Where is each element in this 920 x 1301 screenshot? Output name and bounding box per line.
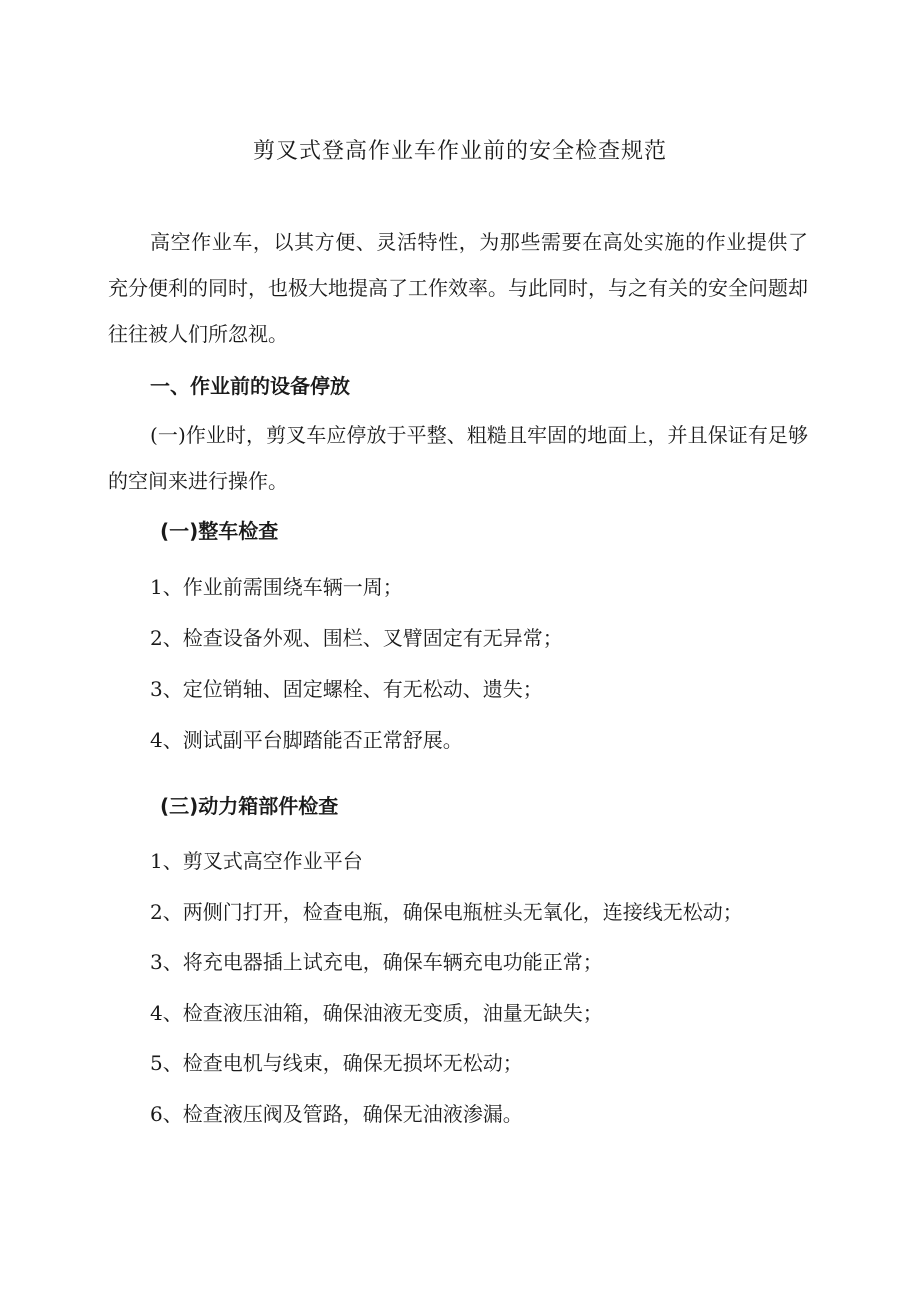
section1-paragraph: (一)作业时，剪叉车应停放于平整、粗糙且牢固的地面上，并且保证有足够的空间来进行操作。 <box>108 423 808 493</box>
section1-heading: 一、作业前的设备停放 <box>150 374 350 398</box>
subsection-c-item-4: 4、检查液压油箱，确保油液无变质，油量无缺失； <box>150 1001 603 1025</box>
subsection-a-item-4: 4、测试副平台脚踏能否正常舒展。 <box>150 728 463 752</box>
subsection-a-item-1: 1、作业前需围绕车辆一周； <box>150 575 403 599</box>
subsection-c-heading: (三)动力箱部件检查 <box>160 794 339 818</box>
subsection-c-item-2: 2、两侧门打开，检查电瓶，确保电瓶桩头无氧化，连接线无松动； <box>150 900 743 924</box>
intro-paragraph: 高空作业车，以其方便、灵活特性，为那些需要在高处实施的作业提供了充分便利的同时，也极大地提高了工作效率。与此同时，与之有关的安全问题却往往被人们所忽视。 <box>108 230 808 346</box>
subsection-c-item-3: 3、将充电器插上试充电，确保车辆充电功能正常； <box>150 950 603 974</box>
subsection-a-item-2: 2、检查设备外观、围栏、叉臂固定有无异常； <box>150 626 563 650</box>
subsection-a-heading: (一)整车检查 <box>160 519 279 543</box>
subsection-a-item-3: 3、定位销轴、固定螺栓、有无松动、遗失； <box>150 677 543 701</box>
subsection-c-item-6: 6、检查液压阀及管路，确保无油液渗漏。 <box>150 1102 523 1126</box>
subsection-c-item-1: 1、剪叉式高空作业平台 <box>150 849 363 873</box>
subsection-c-item-5: 5、检查电机与线束，确保无损坏无松动； <box>150 1051 523 1075</box>
document-title: 剪叉式登高作业车作业前的安全检查规范 <box>252 139 667 164</box>
